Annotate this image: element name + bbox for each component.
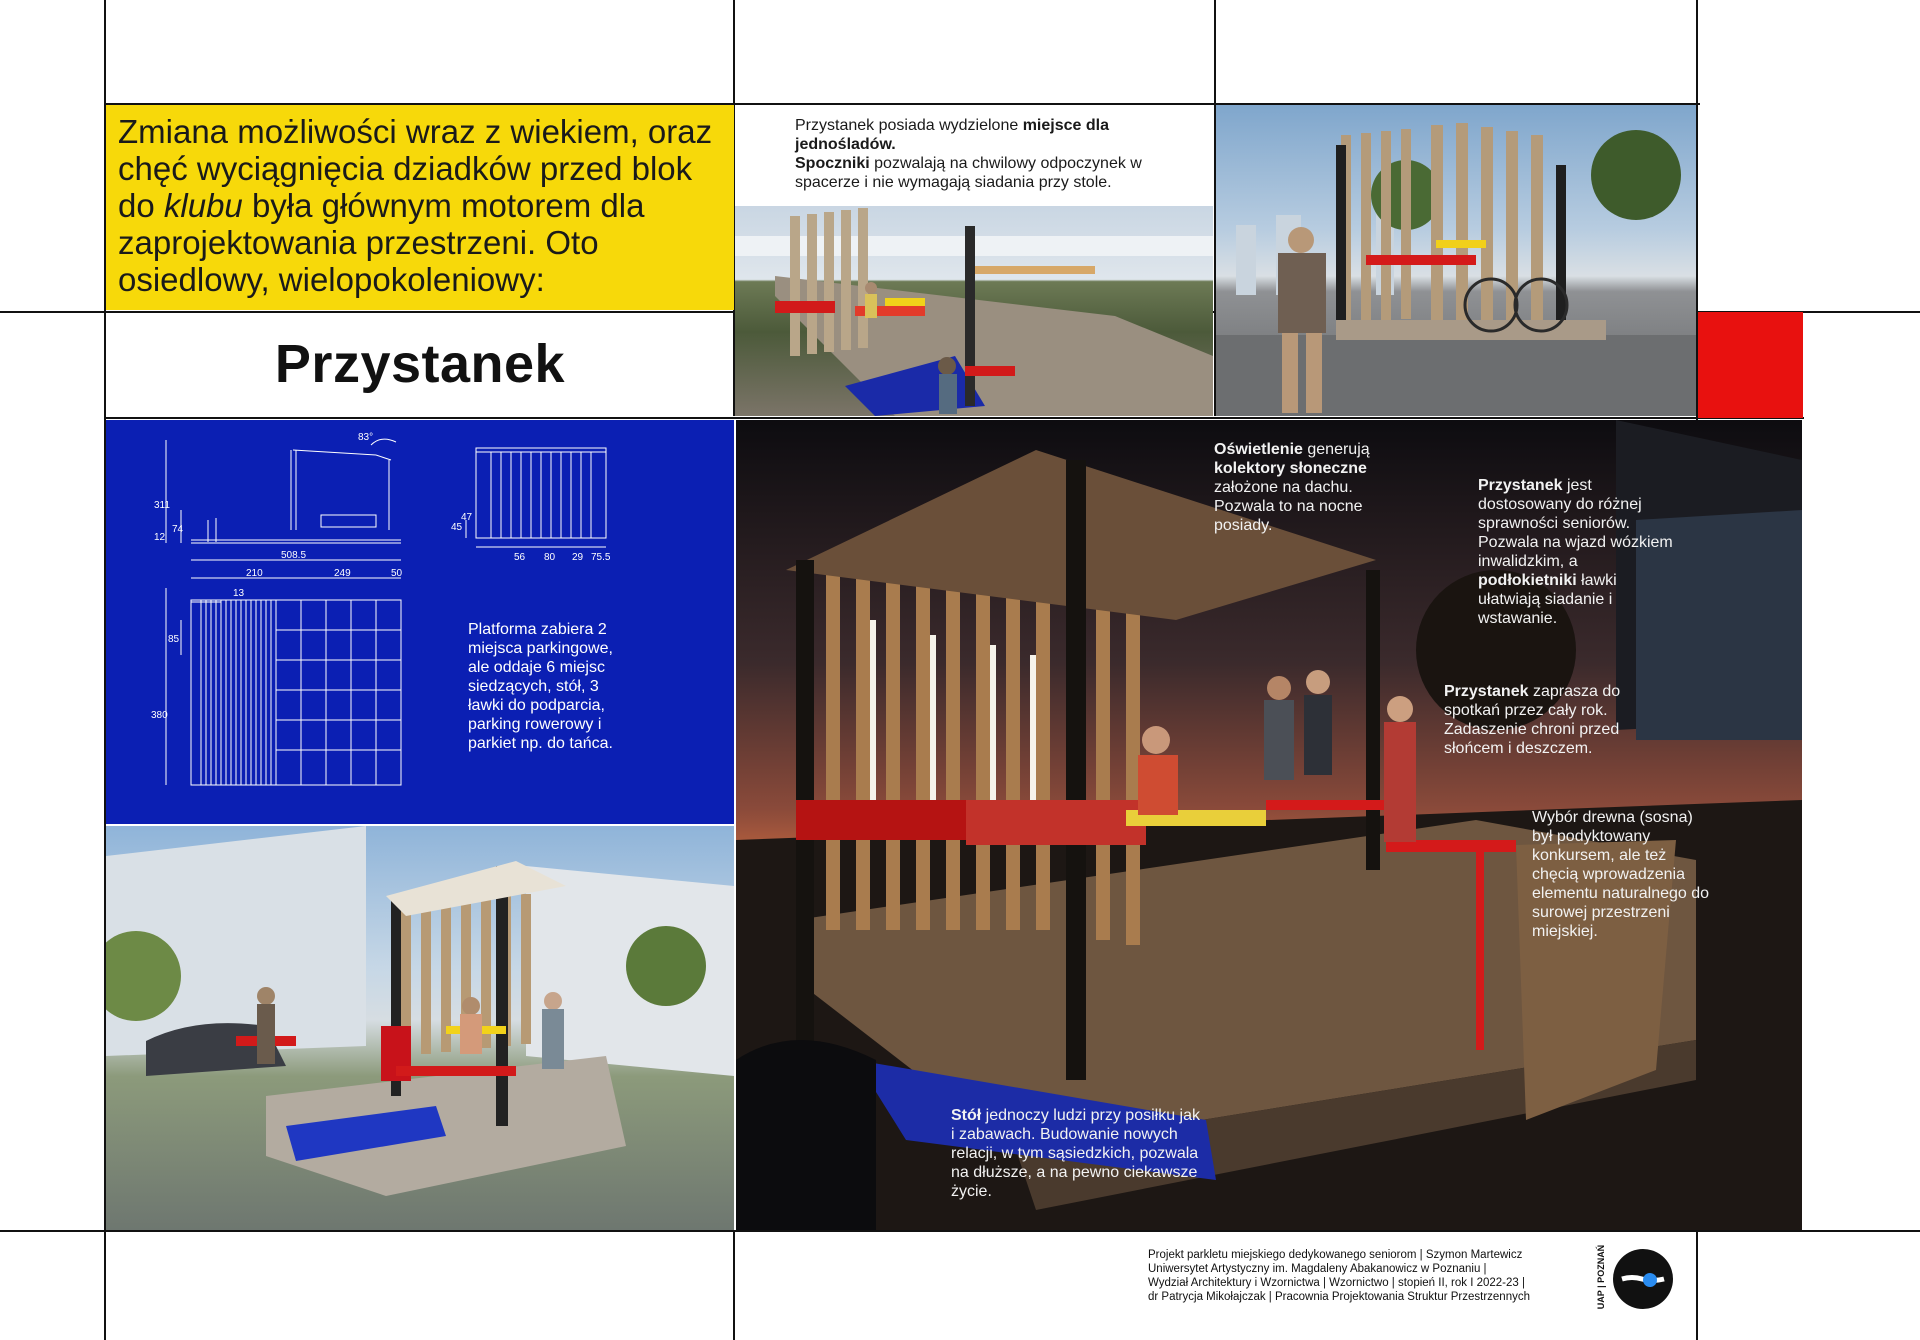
grid-line <box>104 417 1804 419</box>
intro-text-block <box>106 105 734 310</box>
dim-label: 75.5 <box>591 552 611 563</box>
dim-label: 311 <box>154 500 170 511</box>
dim-label: 380 <box>151 710 168 721</box>
grid-line <box>733 1230 735 1340</box>
dim-label: 29 <box>572 552 584 563</box>
footer-line: dr Patrycja Mikołajczak | Pracownia Projektowania Struktur Przestrzennych <box>1148 1291 1530 1303</box>
footer-logo-text: UAP | POZNAŃ <box>1596 1244 1606 1310</box>
render-day-front <box>1216 105 1696 416</box>
dim-label: 80 <box>544 552 556 563</box>
dim-label: 210 <box>246 568 263 579</box>
render-day-perspective <box>106 826 734 1230</box>
night-note-access: Przystanek jest dostosowany do różnej sprawności seniorów. Pozwala na wjazd wózkiem inwalidzkim, a podłokietniki ławki ułatwiają siadanie i wstawanie. <box>1478 477 1673 627</box>
top-note: Przystanek posiada wydzielone miejsce dla jednośladów. Spoczniki pozwalają na chwilowy odpoczynek w spacerze i nie wymagają siadania przy stole. <box>795 117 1142 191</box>
footer-line: Wydział Architektury i Wzornictwa | Wzornictwo | stopień II, rok I 2022-23 | <box>1148 1277 1525 1289</box>
dim-label: 47 <box>461 512 473 523</box>
page-title: Przystanek <box>274 334 566 394</box>
intro-line: Zmiana możliwości wraz z wiekiem, oraz <box>118 113 713 150</box>
dim-label: 56 <box>514 552 526 563</box>
dim-label: 45 <box>451 522 463 533</box>
dim-label: 12 <box>154 532 166 543</box>
uap-logo-icon <box>1612 1248 1674 1310</box>
intro-line: zaprojektowania przestrzeni. Oto <box>118 224 599 261</box>
technical-drawing-panel <box>106 420 734 824</box>
footer-line: Uniwersytet Artystyczny im. Magdaleny Abakanowicz w Poznaniu | <box>1148 1263 1487 1275</box>
dim-label: 50 <box>391 568 403 579</box>
red-accent-square <box>1698 312 1803 418</box>
dim-label: 85 <box>168 634 180 645</box>
intro-line: osiedlowy, wielopokoleniowy: <box>118 261 545 298</box>
night-note-lighting: Oświetlenie generują kolektory słoneczne założone na dachu. Pozwala to na nocne posiady. <box>1214 441 1370 534</box>
intro-line: chęć wyciągnięcia dziadków przed blok <box>118 150 693 187</box>
render-night <box>736 420 1802 1230</box>
night-note-invite: Przystanek zaprasza do spotkań przez cały rok. Zadaszenie chroni przed słońcem i deszczem. <box>1444 683 1621 757</box>
night-note-table: Stół jednoczy ludzi przy posiłku jak i zabawach. Budowanie nowych relacji, w tym sąsiedzkich, pozwala na dłuższe, a na pewno ciekawsze życie. <box>951 1107 1200 1200</box>
render-day-side <box>735 206 1213 416</box>
grid-line <box>0 1230 1920 1232</box>
dim-label: 508.5 <box>281 550 307 561</box>
footer-line: Projekt parkletu miejskiego dedykowanego seniorom | Szymon Martewicz <box>1148 1249 1523 1261</box>
logo-city: POZNAŃ <box>1596 1244 1606 1283</box>
logo-uap: UAP <box>1596 1290 1606 1310</box>
intro-line: do klubu była głównym motorem dla <box>118 187 645 224</box>
night-note-wood: Wybór drewna (sosna) był podyktowany konkursem, ale też chęcią wprowadzenia elementu naturalnego do surowej przestrzeni miejskiej. <box>1532 809 1710 940</box>
technical-drawing <box>106 420 734 824</box>
plan-description: Platforma zabiera 2 miejsca parkingowe, ale oddaje 6 miejsc siedzących, stół, 3 ławki do podparcia, parking rowerowy i parkiet np. do tańca. <box>468 621 613 752</box>
footer-credits <box>1148 1248 1578 1304</box>
dim-label: 13 <box>233 588 245 599</box>
dim-label: 83° <box>358 432 374 443</box>
dim-label: 74 <box>172 524 184 535</box>
dim-label: 249 <box>334 568 351 579</box>
